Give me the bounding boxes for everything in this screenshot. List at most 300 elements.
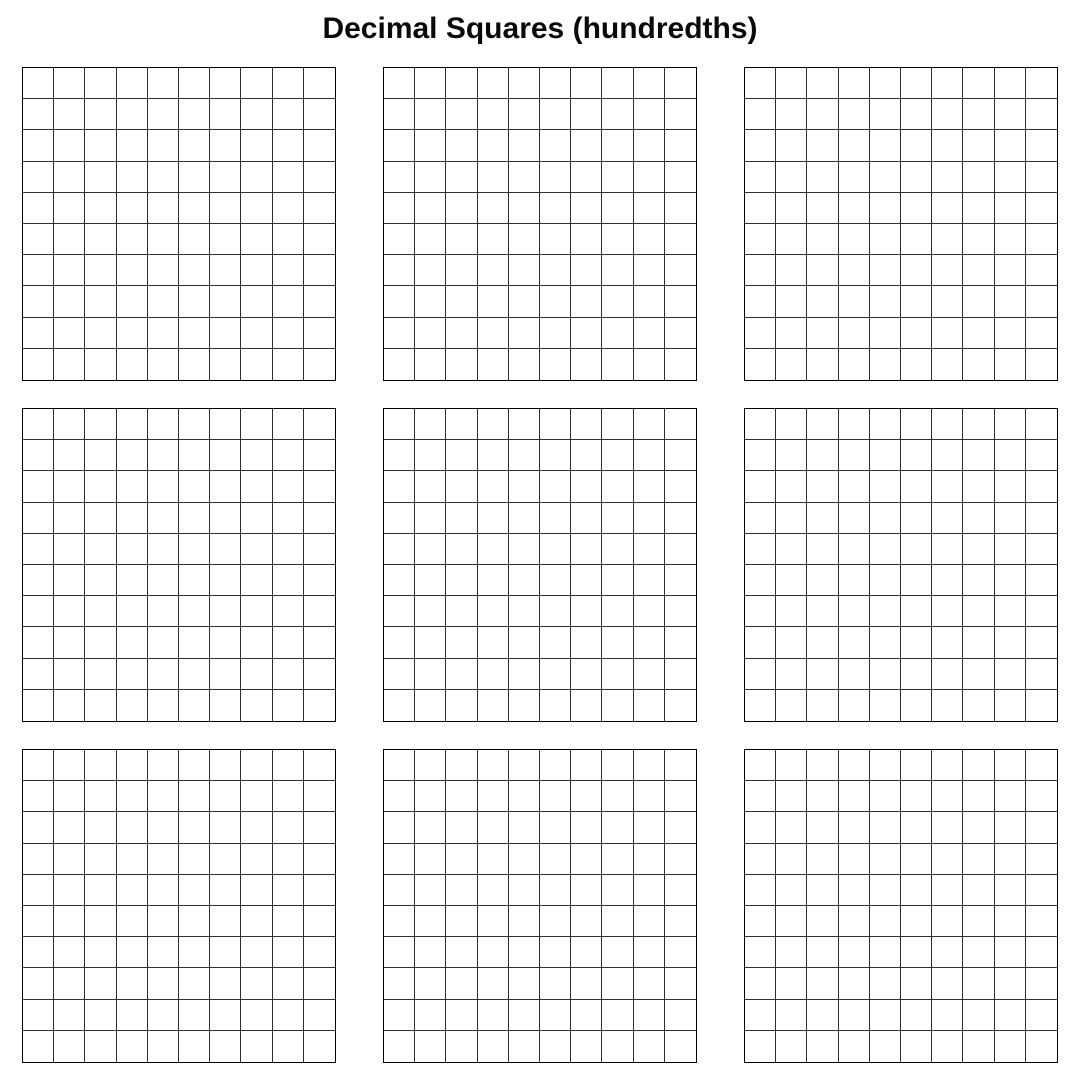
grid-cell <box>870 68 901 99</box>
grid-cell <box>995 565 1026 596</box>
grid-cell <box>776 286 807 317</box>
grid-cell <box>602 409 633 440</box>
grid-cell <box>1026 781 1057 812</box>
grid-cell <box>179 844 210 875</box>
grid-cell <box>210 690 241 721</box>
grid-cell <box>148 937 179 968</box>
grid-cell <box>995 286 1026 317</box>
grid-cell <box>839 781 870 812</box>
grid-cell <box>1026 349 1057 380</box>
grid-cell <box>54 162 85 193</box>
grid-cell <box>540 193 571 224</box>
grid-cell <box>446 1031 477 1062</box>
grid-cell <box>478 844 509 875</box>
grid-cell <box>932 99 963 130</box>
grid-cell <box>963 440 994 471</box>
grid-cell <box>117 68 148 99</box>
grid-cell <box>384 318 415 349</box>
grid-cell <box>634 286 665 317</box>
grid-cell <box>241 534 272 565</box>
grid-cell <box>776 68 807 99</box>
grid-cell <box>995 906 1026 937</box>
grid-cell <box>839 471 870 502</box>
decimal-square <box>383 408 697 722</box>
grid-cell <box>776 812 807 843</box>
grid-cell <box>634 193 665 224</box>
grid-cell <box>23 968 54 999</box>
grid-cell <box>1026 286 1057 317</box>
grid-cell <box>870 627 901 658</box>
grid-cell <box>540 255 571 286</box>
grid-cell <box>23 627 54 658</box>
grid-cell <box>117 255 148 286</box>
grid-cell <box>446 503 477 534</box>
grid-cell <box>509 224 540 255</box>
grid-cell <box>179 565 210 596</box>
grid-cell <box>870 1000 901 1031</box>
grid-cell <box>745 659 776 690</box>
grid-cell <box>478 255 509 286</box>
grid-cell <box>932 1000 963 1031</box>
grid-cell <box>602 690 633 721</box>
grid-cell <box>384 1000 415 1031</box>
grid-cell <box>901 565 932 596</box>
grid-cell <box>839 99 870 130</box>
grid-cell <box>1026 906 1057 937</box>
grid-cell <box>179 750 210 781</box>
grid-cell <box>963 596 994 627</box>
grid-cell <box>54 224 85 255</box>
grid-cell <box>304 68 335 99</box>
grid-cell <box>509 471 540 502</box>
grid-cell <box>634 565 665 596</box>
grid-cell <box>1026 812 1057 843</box>
grid-cell <box>571 255 602 286</box>
grid-cell <box>210 1031 241 1062</box>
grid-cell <box>745 1000 776 1031</box>
grid-cell <box>807 349 838 380</box>
grid-cell <box>509 750 540 781</box>
grid-cell <box>117 659 148 690</box>
grid-cell <box>446 690 477 721</box>
grid-cell <box>932 409 963 440</box>
grid-cell <box>807 224 838 255</box>
grid-cell <box>446 812 477 843</box>
grid-cell <box>963 534 994 565</box>
grid-cell <box>995 781 1026 812</box>
grid-cell <box>901 503 932 534</box>
grid-cell <box>901 1000 932 1031</box>
grid-cell <box>54 409 85 440</box>
grid-cell <box>241 224 272 255</box>
grid-cell <box>210 471 241 502</box>
grid-cell <box>415 875 446 906</box>
grid-cell <box>870 534 901 565</box>
grid-cell <box>932 224 963 255</box>
grid-cell <box>540 162 571 193</box>
grid-cell <box>776 318 807 349</box>
grid-cell <box>665 130 696 161</box>
grid-cell <box>1026 440 1057 471</box>
grid-cell <box>571 875 602 906</box>
grid-cell <box>446 906 477 937</box>
grid-cell <box>745 906 776 937</box>
grid-cell <box>446 534 477 565</box>
grid-cell <box>745 409 776 440</box>
grid-cell <box>446 255 477 286</box>
grid-cell <box>963 565 994 596</box>
grid-cell <box>745 968 776 999</box>
grid-cell <box>23 659 54 690</box>
grid-cell <box>963 162 994 193</box>
grid-cell <box>634 471 665 502</box>
grid-cell <box>117 286 148 317</box>
grid-cell <box>273 1000 304 1031</box>
grid-cell <box>602 1031 633 1062</box>
grid-cell <box>384 349 415 380</box>
grid-cell <box>148 224 179 255</box>
grid-cell <box>745 99 776 130</box>
grid-cell <box>304 193 335 224</box>
grid-cell <box>665 224 696 255</box>
grid-cell <box>870 503 901 534</box>
grid-cell <box>995 349 1026 380</box>
grid-cell <box>745 844 776 875</box>
grid-cell <box>273 409 304 440</box>
grid-cell <box>273 1031 304 1062</box>
grid-cell <box>634 224 665 255</box>
grid-cell <box>963 812 994 843</box>
grid-cell <box>446 193 477 224</box>
grid-cell <box>85 750 116 781</box>
grid-cell <box>241 844 272 875</box>
grid-cell <box>963 503 994 534</box>
decimal-square <box>383 749 697 1063</box>
grid-cell <box>273 193 304 224</box>
grid-cell <box>745 440 776 471</box>
grid-cell <box>634 99 665 130</box>
grid-cell <box>540 1031 571 1062</box>
grid-cell <box>634 1031 665 1062</box>
grid-cell <box>117 968 148 999</box>
grid-cell <box>304 255 335 286</box>
grid-cell <box>571 224 602 255</box>
grid-cell <box>571 968 602 999</box>
grid-cell <box>384 906 415 937</box>
grid-cell <box>384 286 415 317</box>
grid-cell <box>602 130 633 161</box>
grid-cell <box>241 471 272 502</box>
grid-cell <box>117 503 148 534</box>
grid-cell <box>776 565 807 596</box>
grid-cell <box>117 409 148 440</box>
grid-cell <box>384 503 415 534</box>
grid-cell <box>509 565 540 596</box>
grid-cell <box>839 812 870 843</box>
grid-cell <box>85 318 116 349</box>
grid-cell <box>446 99 477 130</box>
grid-cell <box>602 99 633 130</box>
grid-cell <box>241 812 272 843</box>
grid-cell <box>634 162 665 193</box>
grid-cell <box>210 534 241 565</box>
grid-cell <box>602 844 633 875</box>
grid-cell <box>932 781 963 812</box>
grid-cell <box>1026 224 1057 255</box>
grid-cell <box>85 534 116 565</box>
grid-cell <box>602 968 633 999</box>
grid-cell <box>117 627 148 658</box>
grid-cell <box>304 937 335 968</box>
grid-cell <box>415 224 446 255</box>
grid-cell <box>995 968 1026 999</box>
grid-cell <box>509 906 540 937</box>
grid-cell <box>634 503 665 534</box>
grid-cell <box>148 503 179 534</box>
grid-cell <box>602 1000 633 1031</box>
grid-cell <box>932 193 963 224</box>
grid-cell <box>85 1031 116 1062</box>
grid-cell <box>839 875 870 906</box>
grid-cell <box>117 162 148 193</box>
grid-cell <box>963 99 994 130</box>
grid-cell <box>932 471 963 502</box>
grid-cell <box>478 565 509 596</box>
grid-cell <box>1026 1000 1057 1031</box>
grid-cell <box>776 255 807 286</box>
grid-cell <box>23 471 54 502</box>
grid-cell <box>446 937 477 968</box>
grid-cell <box>602 349 633 380</box>
grid-cell <box>540 627 571 658</box>
grid-cell <box>870 318 901 349</box>
grid-cell <box>1026 596 1057 627</box>
grid-cell <box>273 844 304 875</box>
grid-cell <box>963 286 994 317</box>
grid-cell <box>807 503 838 534</box>
grid-cell <box>963 1031 994 1062</box>
grid-cell <box>148 906 179 937</box>
grid-cell <box>745 130 776 161</box>
grid-cell <box>23 906 54 937</box>
grid-cell <box>210 162 241 193</box>
grid-cell <box>179 781 210 812</box>
grid-cell <box>963 224 994 255</box>
grid-cell <box>1026 409 1057 440</box>
grid-cell <box>179 286 210 317</box>
grid-cell <box>179 1000 210 1031</box>
grid-cell <box>415 596 446 627</box>
grid-cell <box>241 255 272 286</box>
grid-cell <box>1026 99 1057 130</box>
grid-cell <box>901 193 932 224</box>
grid-cell <box>540 99 571 130</box>
grid-cell <box>117 99 148 130</box>
grid-cell <box>54 503 85 534</box>
grid-cell <box>384 224 415 255</box>
grid-cell <box>932 318 963 349</box>
grid-cell <box>179 1031 210 1062</box>
grid-cell <box>901 130 932 161</box>
grid-cell <box>995 1000 1026 1031</box>
grid-cell <box>776 224 807 255</box>
decimal-square <box>22 408 336 722</box>
grid-cell <box>571 68 602 99</box>
grid-cell <box>839 534 870 565</box>
grid-cell <box>1026 534 1057 565</box>
grid-cell <box>415 68 446 99</box>
grid-cell <box>304 534 335 565</box>
grid-cell <box>210 565 241 596</box>
grid-cell <box>509 1031 540 1062</box>
grid-cell <box>839 224 870 255</box>
grid-cell <box>478 812 509 843</box>
grid-cell <box>179 409 210 440</box>
grid-cell <box>273 750 304 781</box>
grid-cell <box>85 937 116 968</box>
grid-cell <box>807 68 838 99</box>
grid-cell <box>870 937 901 968</box>
decimal-square <box>22 749 336 1063</box>
grid-cell <box>665 471 696 502</box>
grid-cell <box>478 906 509 937</box>
grid-cell <box>179 440 210 471</box>
grid-cell <box>807 471 838 502</box>
grid-cell <box>85 224 116 255</box>
grid-cell <box>478 471 509 502</box>
grid-cell <box>963 968 994 999</box>
grid-cell <box>478 349 509 380</box>
grid-cell <box>807 99 838 130</box>
grid-cell <box>839 906 870 937</box>
grid-cell <box>995 68 1026 99</box>
grid-cell <box>210 812 241 843</box>
grid-cell <box>85 906 116 937</box>
grid-cell <box>776 162 807 193</box>
grid-cell <box>85 68 116 99</box>
grid-cell <box>1026 750 1057 781</box>
grid-cell <box>745 193 776 224</box>
grid-cell <box>273 440 304 471</box>
grid-cell <box>384 68 415 99</box>
grid-cell <box>210 937 241 968</box>
grid-cell <box>634 68 665 99</box>
grid-cell <box>509 781 540 812</box>
grid-cell <box>963 844 994 875</box>
grid-cell <box>995 471 1026 502</box>
grid-cell <box>932 440 963 471</box>
grid-cell <box>117 349 148 380</box>
grid-cell <box>540 130 571 161</box>
grid-cell <box>901 471 932 502</box>
grid-cell <box>540 690 571 721</box>
grid-cell <box>415 286 446 317</box>
grid-cell <box>602 812 633 843</box>
grid-cell <box>995 224 1026 255</box>
grid-cell <box>745 596 776 627</box>
grid-cell <box>540 286 571 317</box>
grid-cell <box>665 440 696 471</box>
grid-cell <box>602 162 633 193</box>
grid-cell <box>415 781 446 812</box>
grid-cell <box>870 750 901 781</box>
grid-cell <box>179 659 210 690</box>
grid-cell <box>384 409 415 440</box>
grid-cell <box>415 968 446 999</box>
grid-cell <box>446 471 477 502</box>
grid-cell <box>1026 627 1057 658</box>
grid-cell <box>148 750 179 781</box>
grid-cell <box>54 440 85 471</box>
grid-cell <box>415 318 446 349</box>
grid-cell <box>384 627 415 658</box>
grid-cell <box>807 255 838 286</box>
grid-cell <box>901 224 932 255</box>
grid-cell <box>1026 968 1057 999</box>
grid-cell <box>415 534 446 565</box>
grid-cell <box>634 318 665 349</box>
grid-cell <box>117 318 148 349</box>
grid-cell <box>602 750 633 781</box>
grid-cell <box>478 503 509 534</box>
grid-cell <box>870 286 901 317</box>
grid-cell <box>85 781 116 812</box>
grid-cell <box>210 906 241 937</box>
grid-cell <box>839 318 870 349</box>
grid-cell <box>446 130 477 161</box>
grid-cell <box>807 812 838 843</box>
grid-cell <box>415 565 446 596</box>
grid-cell <box>839 596 870 627</box>
grid-cell <box>509 937 540 968</box>
grid-cell <box>901 440 932 471</box>
grid-cell <box>839 690 870 721</box>
grid-cell <box>665 596 696 627</box>
grid-cell <box>665 781 696 812</box>
grid-cell <box>634 255 665 286</box>
grid-cell <box>870 162 901 193</box>
grid-cell <box>273 659 304 690</box>
grid-cell <box>807 193 838 224</box>
grid-cell <box>210 596 241 627</box>
grid-cell <box>839 503 870 534</box>
grid-cell <box>23 349 54 380</box>
grid-cell <box>478 781 509 812</box>
grid-cell <box>273 255 304 286</box>
grid-cell <box>509 690 540 721</box>
grid-cell <box>602 440 633 471</box>
grid-cell <box>602 255 633 286</box>
grid-cell <box>509 193 540 224</box>
grid-cell <box>23 565 54 596</box>
grid-cell <box>839 409 870 440</box>
grid-cell <box>870 99 901 130</box>
grid-cell <box>478 1000 509 1031</box>
grid-cell <box>509 318 540 349</box>
grid-cell <box>179 318 210 349</box>
grid-cell <box>23 534 54 565</box>
grid-cell <box>665 1000 696 1031</box>
grid-cell <box>901 68 932 99</box>
grid-cell <box>602 875 633 906</box>
grid-cell <box>273 349 304 380</box>
grid-cell <box>273 534 304 565</box>
grid-cell <box>304 349 335 380</box>
grid-cell <box>509 596 540 627</box>
grid-cell <box>540 659 571 690</box>
grid-cell <box>210 349 241 380</box>
grid-cell <box>901 781 932 812</box>
